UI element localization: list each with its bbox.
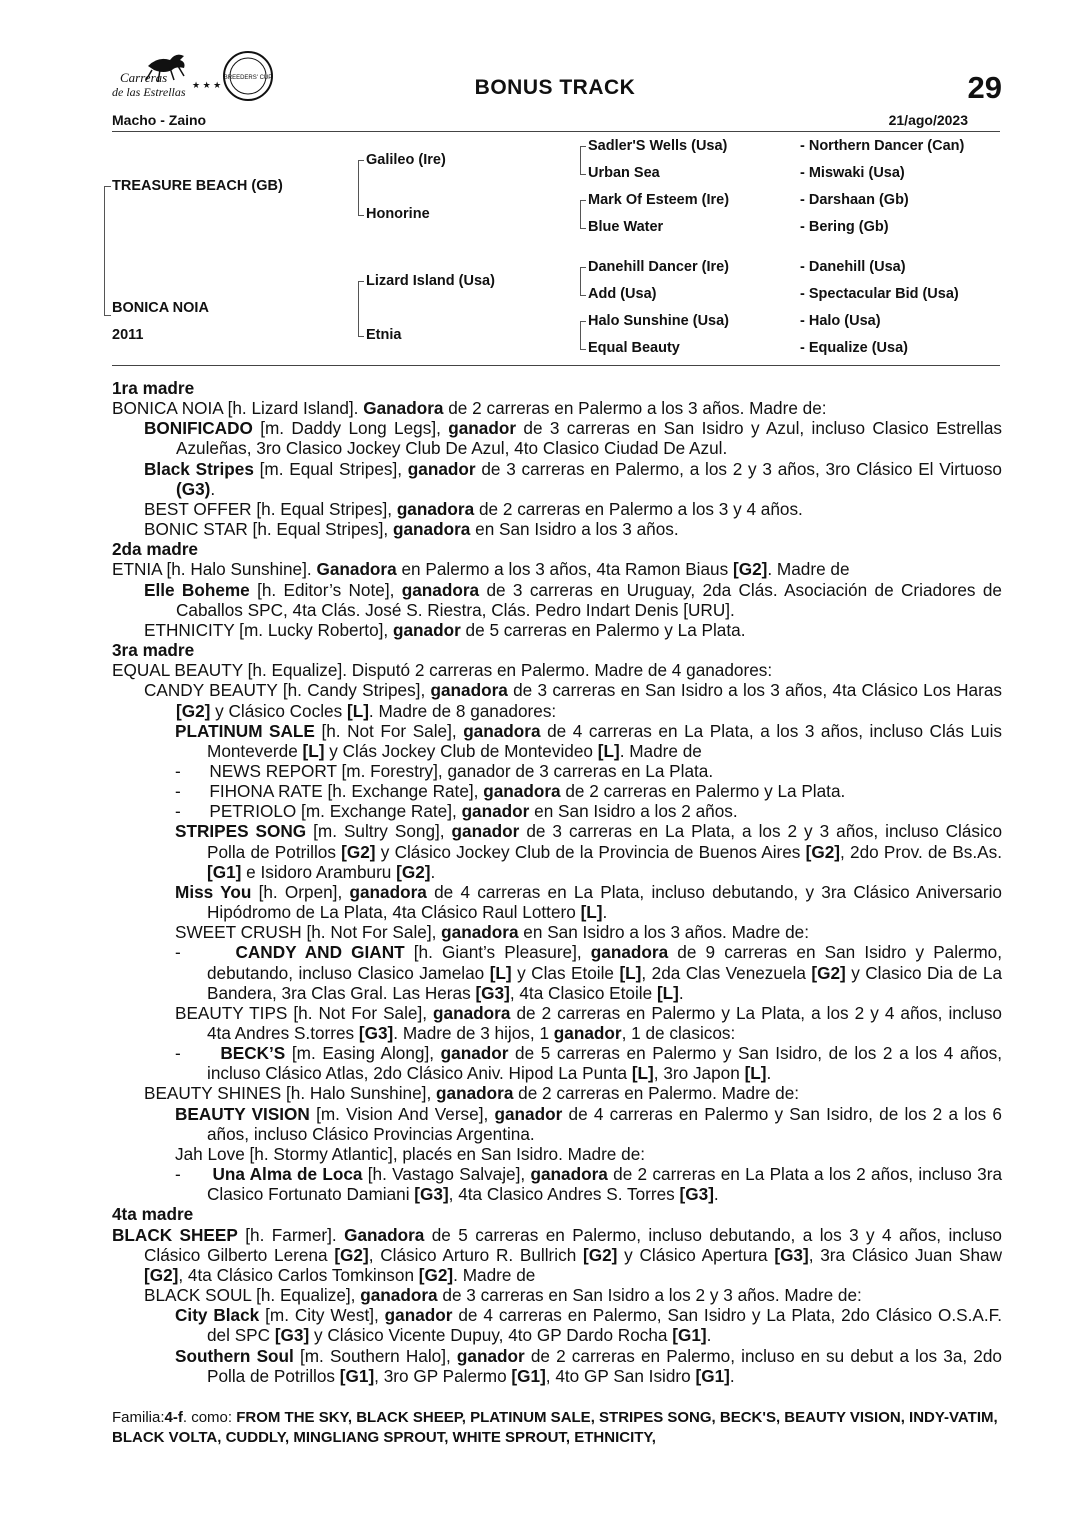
pedigree-gen2-1: Galileo (Ire) [366, 152, 446, 168]
produce-record [112, 378, 1002, 1386]
header-rule [112, 131, 1000, 132]
date: 21/ago/2023 [888, 112, 968, 128]
record-line: CANDY BEAUTY [h. Candy Stripes], ganadora de 3 carreras en San Isidro a los 3 años, 4ta Clásico Los Haras [G2] y Clásico Cocles [L]. Madre de 8 ganadores: [144, 680, 1002, 721]
record-line: SWEET CRUSH [h. Not For Sale], ganadora en San Isidro a los 3 años. Madre de: [175, 922, 809, 943]
svg-text:BREEDERS' CUP: BREEDERS' CUP [223, 75, 273, 81]
pedigree-gen2-4: Etnia [366, 327, 402, 343]
pedigree-dam-year: 2011 [112, 327, 144, 343]
record-line: - FIHONA RATE [h. Exchange Rate], ganadora de 2 carreras en Palermo y La Plata. [175, 781, 846, 802]
section-heading-4: 4ta madre [112, 1204, 194, 1225]
record-line: BEAUTY VISION [m. Vision And Verse], ganador de 4 carreras en Palermo y San Isidro, de los 2 a los 6 años, incluso Clásico Provincias Argentina. [175, 1103, 1002, 1144]
record-line: - PETRIOLO [m. Exchange Rate], ganador en San Isidro a los 2 años. [175, 801, 738, 822]
pedigree-gen4-1: - Northern Dancer (Can) [800, 138, 965, 154]
record-line: ETNIA [h. Halo Sunshine]. Ganadora en Palermo a los 3 años, 4ta Ramon Biaus [G2]. Madre de [112, 559, 850, 580]
record-line: EQUAL BEAUTY [h. Equalize]. Disputó 2 carreras en Palermo. Madre de 4 ganadores: [112, 660, 773, 681]
pedigree-gen4-5: - Danehill (Usa) [800, 259, 906, 275]
record-line: Southern Soul [m. Southern Halo], ganador de 2 carreras en Palermo, incluso en su debut a los 3a, 2do Polla de Potrillos [G1], 3ro GP Palermo [G1], 4to GP San Isidro [G1]. [175, 1345, 1002, 1386]
pedigree-gen4-8: - Equalize (Usa) [800, 340, 908, 356]
section-heading-3: 3ra madre [112, 640, 195, 661]
pedigree-gen3-3: Mark Of Esteem (Ire) [588, 192, 730, 208]
record-line: Miss You [h. Orpen], ganadora de 4 carreras en La Plata, incluso debutando, y 3ra Clásico Aniversario Hipódromo de La Plata, 4ta Clásico Raul Lottero [L]. [175, 881, 1002, 923]
pedigree-gen3-5: Danehill Dancer (Ire) [588, 259, 730, 275]
record-line: BLACK SOUL [h. Equalize], ganadora de 3 carreras en San Isidro a los 2 y 3 años. Madre de: [144, 1285, 862, 1306]
pedigree-bracket [104, 186, 111, 316]
pedigree-gen2-3: Lizard Island (Usa) [366, 273, 495, 289]
record-line: BEAUTY TIPS [h. Not For Sale], ganadora de 2 carreras en Palermo y La Plata, a los 2 y 4 años, incluso 4ta Andres S.torres [G3]. Madre de 3 hijos, 1 ganador, 1 de clasicos: [175, 1002, 1002, 1043]
pedigree-dam: BONICA NOIA [112, 300, 209, 316]
record-line: City Black [m. City West], ganador de 4 carreras en Palermo, San Isidro y La Plata, 2do Clásico O.S.A.F. del SPC [G3] y Clásico Vicente Dupuy, 4to GP Dardo Rocha [G1]. [175, 1305, 1002, 1346]
record-line: BLACK SHEEP [h. Farmer]. Ganadora de 5 carreras en Palermo, incluso debutando, a los 3 y 4 años, incluso Clásico Gilberto Lerena [G2], Clásico Arturo R. Bullrich [G2] y Clásico Apertura [G3], 3ra Clásico Juan Shaw [G2], 4ta Clásico Carlos Tomkinson [G2]. Madre de [112, 1224, 1002, 1285]
pedigree-gen3-4: Blue Water [588, 219, 664, 235]
record-line: BONIC STAR [h. Equal Stripes], ganadora en San Isidro a los 3 años. [144, 519, 679, 540]
sex-color: Macho - Zaino [112, 112, 207, 128]
section-heading-2: 2da madre [112, 539, 198, 560]
record-line: - Una Alma de Loca [h. Vastago Salvaje], ganadora de 2 carreras en La Plata a los 2 años, incluso 3ra Clasico Fortunato Damiani [G3], 4ta Clasico Andres S. Torres [G3]. [175, 1164, 1003, 1205]
pedigree-gen2-2: Honorine [366, 206, 430, 222]
pedigree-gen3-1: Sadler'S Wells (Usa) [588, 138, 728, 154]
logo-text-carreras: Carreras [120, 70, 168, 85]
pedigree-sire: TREASURE BEACH (GB) [112, 178, 283, 194]
pedigree-gen4-2: - Miswaki (Usa) [800, 165, 905, 181]
section-heading-1: 1ra madre [112, 378, 195, 398]
family-number: 4-f [164, 1409, 183, 1426]
family-list: FROM THE SKY, BLACK SHEEP, PLATINUM SALE, STRIPES SONG, BECK'S, BEAUTY VISION, INDY-VATIM, BLACK VOLTA, CUDDLY, MINGLIANG SPROUT, WHITE SPROUT, ETHNICITY, [112, 1409, 998, 1446]
pedigree-gen4-6: - Spectacular Bid (Usa) [800, 286, 959, 302]
record-line: Jah Love [h. Stormy Atlantic], placés en San Isidro. Madre de: [175, 1143, 646, 1164]
pedigree-gen3-8: Equal Beauty [588, 340, 680, 356]
page-number: 29 [967, 70, 1002, 105]
pedigree-gen4-7: - Halo (Usa) [800, 313, 881, 329]
record-line: Black Stripes [m. Equal Stripes], ganador de 3 carreras en Palermo, a los 2 y 3 años, 3ro Clásico El Virtuoso (G3). [144, 458, 1002, 499]
record-line: Elle Boheme [h. Editor’s Note], ganadora de 3 carreras en Uruguay, 2da Clás. Asociación de Criadores de Caballos SPC, 4ta Clás. José S. Riestra, Clás. Pedro Indart Denis [URU]. [144, 579, 1002, 620]
record-line: - CANDY AND GIANT [h. Giant’s Pleasure], ganadora de 9 carreras en San Isidro y Palermo, debutando, incluso Clasico Jamelao [L] y Clas Etoile [L], 2da Clas Venezuela [G2] y Clasico Dia de La Bandera, 3ra Clas Gral. Las Heras [G3], 4ta Clasico Etoile [L]. [175, 942, 1002, 1003]
svg-text:★ ★ ★: ★ ★ ★ [192, 80, 222, 90]
pedigree-gen3-7: Halo Sunshine (Usa) [588, 313, 729, 329]
pedigree-gen3-6: Add (Usa) [588, 286, 657, 302]
record-line: STRIPES SONG [m. Sultry Song], ganador de 3 carreras en La Plata, a los 2 y 3 años, incluso Clásico Polla de Potrillos [G2] y Clásico Jockey Club de la Provincia de Buenos Aires [G2], 2do Prov. de Bs.As. [G1] e Isidoro Aramburu [G2]. [175, 821, 1003, 882]
pedigree-rule [112, 365, 1000, 366]
family-label: Familia: [112, 1409, 165, 1426]
record-line: - NEWS REPORT [m. Forestry], ganador de 3 carreras en La Plata. [175, 760, 714, 781]
page-title: BONUS TRACK [474, 76, 636, 99]
family-footer [112, 1408, 1002, 1448]
record-line: PLATINUM SALE [h. Not For Sale], ganadora de 4 carreras en La Plata, a los 3 años, incluso Clás Luis Monteverde [L] y Clás Jockey Club de Montevideo [L]. Madre de [175, 720, 1002, 761]
record-line: BONICA NOIA [h. Lizard Island]. Ganadora de 2 carreras en Palermo a los 3 años. Madre de: [112, 398, 827, 419]
family-como: . como: [182, 1409, 237, 1426]
logo-text-estrellas: de las Estrellas [112, 85, 186, 99]
record-line: - BECK’S [m. Easing Along], ganador de 5 carreras en Palermo y San Isidro, de los 2 a los 4 años, incluso Clásico Atlas, 2do Clásico Aniv. Hipod La Punta [L], 3ro Japon [L]. [175, 1043, 1002, 1084]
pedigree-gen4-3: - Darshaan (Gb) [800, 192, 909, 208]
record-line: BEAUTY SHINES [h. Halo Sunshine], ganadora de 2 carreras en Palermo. Madre de: [144, 1083, 800, 1104]
record-line: BEST OFFER [h. Equal Stripes], ganadora de 2 carreras en Palermo a los 3 y 4 años. [144, 498, 803, 519]
pedigree-gen4-4: - Bering (Gb) [800, 219, 889, 235]
record-line: ETHNICITY [m. Lucky Roberto], ganador de 5 carreras en Palermo y La Plata. [144, 619, 746, 640]
record-line: BONIFICADO [m. Daddy Long Legs], ganador de 3 carreras en San Isidro y Azul, incluso Clasico Estrellas Azuleñas, 3ro Clasico Jockey Club De Azul, 4to Clasico Ciudad De Azul. [144, 418, 1002, 459]
pedigree-gen3-2: Urban Sea [588, 165, 660, 181]
